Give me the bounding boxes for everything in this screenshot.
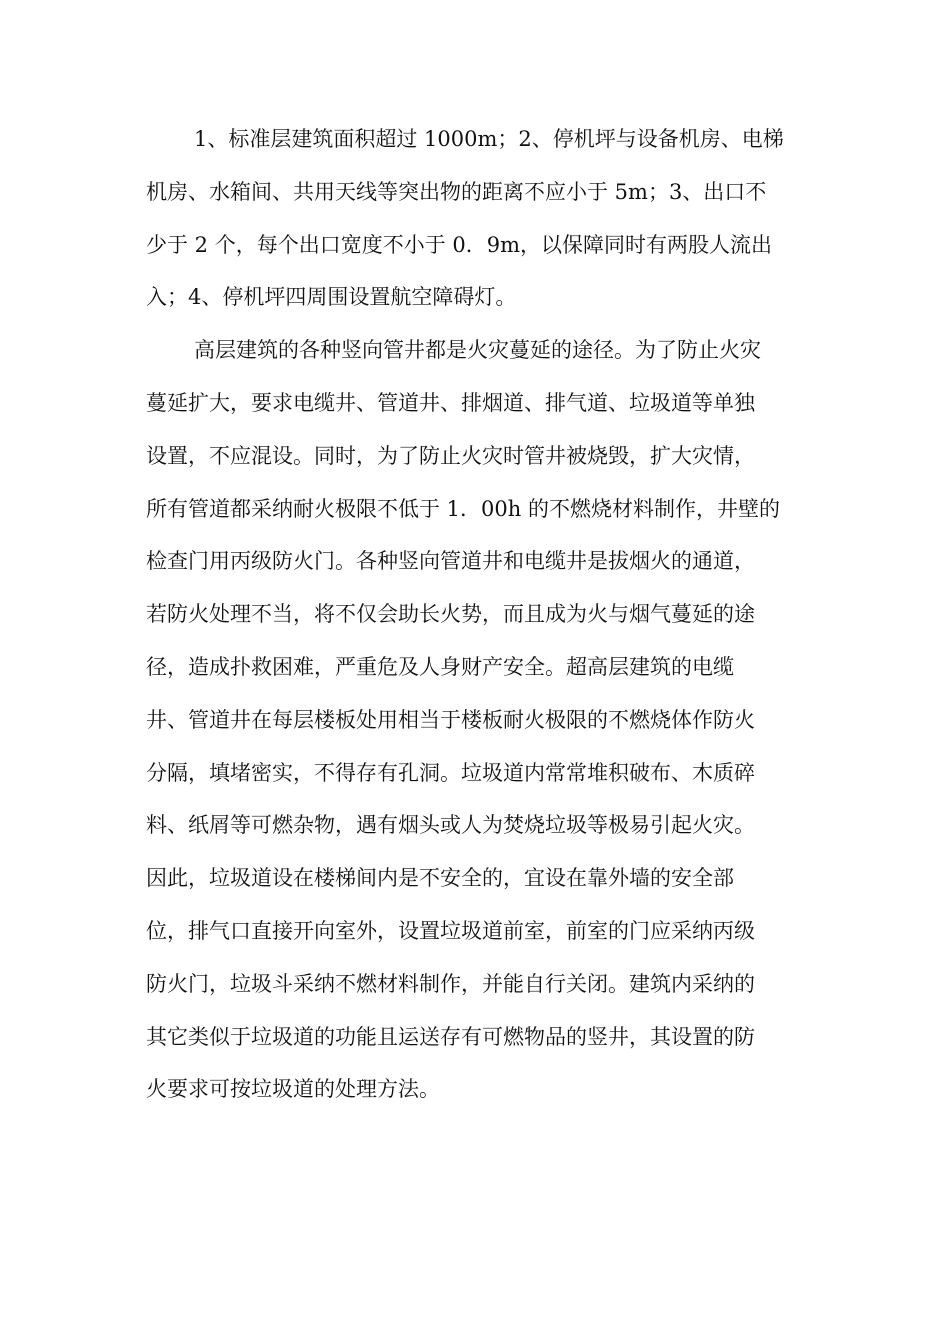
- text-line: 设置，不应混设。同时，为了防止火灾时管井被烧毁，扩大灾情，: [146, 443, 755, 468]
- text-line: 防火门，垃圾斗采纳不燃材料制作，并能自行关闭。建筑内采纳的: [146, 971, 755, 996]
- text-line: 分隔，填堵密实，不得存有孔洞。垃圾道内常常堆积破布、木质碎: [146, 760, 755, 785]
- paragraph-requirements: [146, 120, 806, 316]
- text-line: 机房、水箱间、共用天线等突出物的距离不应小于 5m；3、出口不: [146, 179, 767, 204]
- text-line: 1、标准层建筑面积超过 1000m；2、停机坪与设备机房、电梯: [194, 127, 784, 151]
- text-line: 若防火处理不当，将不仅会助长火势，而且成为火与烟气蔓延的途: [146, 602, 755, 627]
- text-line: 高层建筑的各种竖向管井都是火灾蔓延的途径。为了防止火灾: [194, 338, 761, 363]
- text-line: 径，造成扑救困难，严重危及人身财产安全。超高层建筑的电缆: [146, 654, 734, 679]
- text-line: 检查门用丙级防火门。各种竖向管道井和电缆井是拔烟火的通道，: [146, 549, 755, 574]
- text-line: 所有管道都采纳耐火极限不低于 1．00h 的不燃烧材料制作，井壁的: [146, 496, 780, 521]
- text-line: 因此，垃圾道设在楼梯间内是不安全的，宜设在靠外墙的安全部: [146, 866, 734, 891]
- text-line: 入；4、停机坪四周围设置航空障碍灯。: [146, 285, 517, 310]
- paragraph-shaft-fire-protection: [146, 331, 806, 1108]
- text-line: 井、管道井在每层楼板处用相当于楼板耐火极限的不燃烧体作防火: [146, 707, 755, 732]
- text-line: 料、纸屑等可燃杂物，遇有烟头或人为焚烧垃圾等极易引起火灾。: [146, 813, 755, 838]
- text-line: 蔓延扩大，要求电缆井、管道井、排烟道、排气道、垃圾道等单独: [146, 390, 755, 415]
- text-line: 火要求可按垃圾道的处理方法。: [146, 1077, 440, 1102]
- text-line: 其它类似于垃圾道的功能且运送存有可燃物品的竖井，其设置的防: [146, 1024, 755, 1049]
- text-line: 少于 2 个，每个出口宽度不小于 0．9m，以保障同时有两股人流出: [146, 232, 773, 257]
- document-body: [146, 120, 806, 1123]
- text-line: 位，排气口直接开向室外，设置垃圾道前室，前室的门应采纳丙级: [146, 918, 755, 943]
